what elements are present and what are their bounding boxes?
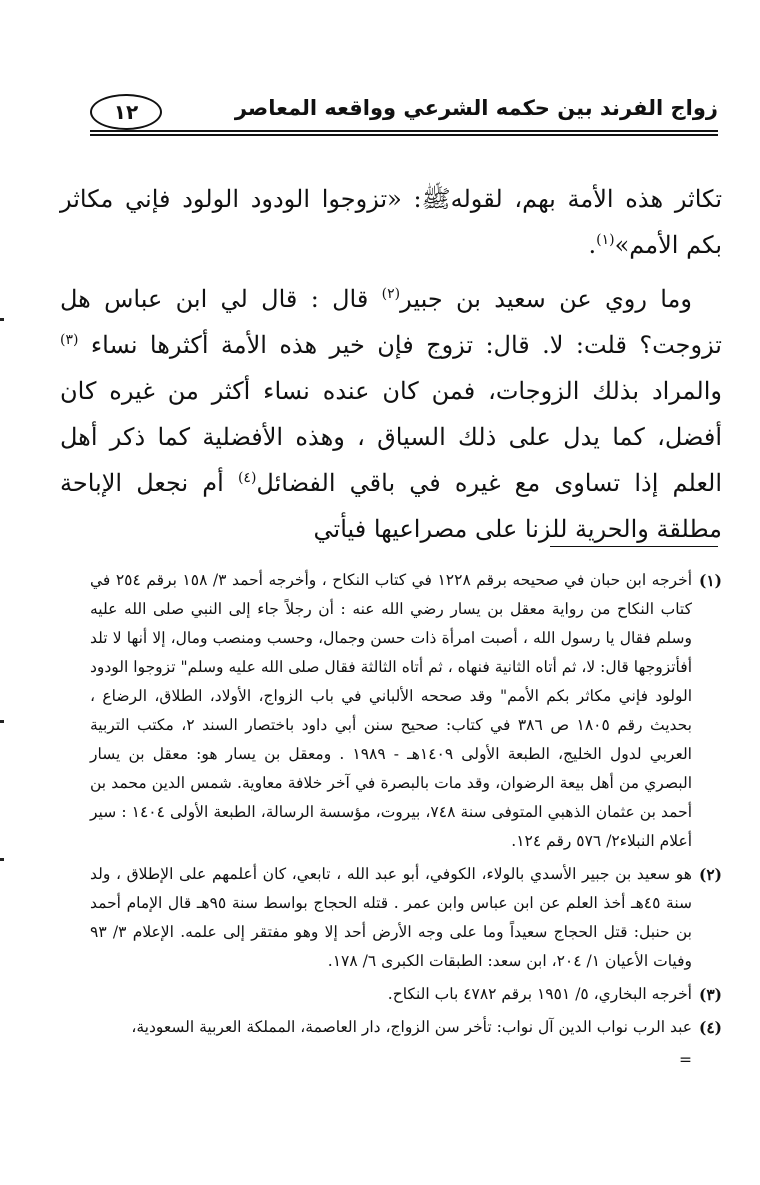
scan-edge-mark (0, 720, 4, 723)
footnote-continuation-mark: = (679, 1051, 692, 1069)
footnote-1 (90, 566, 722, 856)
footnote-2 (90, 860, 722, 976)
footnote-ref-3: (٣) (60, 332, 79, 348)
footnote-text: هو سعيد بن جبير الأسدي بالولاء، الكوفي، أبو عبد الله ، تابعي، كان أعلمهم على الإطلاق ، ولد سنة ٤٥هـ أخذ العلم عن ابن عباس وابن عمر . قتله الحجاج بواسط سنة ٩٥هـ قال الإمام أحمد بن حنبل: قتل الحجاج سعيداً وما على وجه الأرض أحد إلا وهو مفتقر إلى علمه. الإعلام ٣/ ٩٣ وفيات الأعيان ١/ ٢٠٤، ابن سعد: الطبقات الكبرى ٦/ ١٧٨. (90, 865, 692, 970)
scan-edge-mark (0, 858, 4, 861)
footnote-separator (550, 546, 718, 547)
scan-edge-mark (0, 318, 4, 321)
header-rule-top (90, 130, 718, 132)
paragraph-2 (60, 276, 722, 552)
paragraph-2-text-d: أم نجعل الإباحة مطلقة والحرية للزنا على مصراعيها فيأتي (60, 469, 722, 543)
footnote-number: (١) (698, 571, 722, 590)
running-title: زواج الفرند بين حكمه الشرعي وواقعه المعاصر (234, 96, 718, 120)
paragraph-1-text: تكاثر هذه الأمة بهم، لقولهﷺ: «تزوجوا الودود الولود فإني مكاثر بكم الأمم» (60, 185, 722, 259)
footnotes (90, 566, 722, 1075)
footnote-ref-2: (٢) (381, 286, 401, 302)
footnote-text: أخرجه البخاري، ٥/ ١٩٥١ برقم ٤٧٨٢ باب النكاح. (387, 985, 692, 1003)
footnote-number: (٢) (698, 865, 722, 884)
footnote-4 (90, 1013, 722, 1042)
paragraph-2-text-c: والمراد بذلك الزوجات، فمن كان عنده نساء أكثر من غيره كان أفضل، كما يدل على ذلك السياق ، وهذه الأفضلية كما ذكر أهل العلم إذا تساوى مع غيره في باقي الفضائل (60, 377, 722, 497)
page-number: ١٢ (90, 94, 162, 130)
page-header (90, 92, 718, 132)
footnote-number: (٤) (698, 1018, 722, 1037)
main-text (60, 176, 722, 552)
footnote-ref-4: (٤) (237, 470, 257, 486)
footnote-number: (٣) (698, 985, 722, 1004)
paragraph-1: تكاثر هذه الأمة بهم، لقولهﷺ: «تزوجوا الودود الولود فإني مكاثر بكم الأمم»$^{(١)}$. (60, 185, 722, 259)
footnote-text: أخرجه ابن حبان في صحيحه برقم ١٢٢٨ في كتاب النكاح ، وأخرجه أحمد ٣/ ١٥٨ برقم ٢٥٤ في كتاب النكاح من رواية معقل بن يسار رضي الله عنه : أن رجلاً جاء إلى النبي صلى الله عليه وسلم فقال يا رسول الله ، أصبت امرأة ذات حسن وجمال، وحسب ومنصب ومال، إلا أنها لا تلد أفأتزوجها قال: لا، ثم أتاه الثانية فنهاه ، ثم أتاه الثالثة فقال صلى الله عليه وسلم" تزوجوا الودود الولود فإني مكاثر بكم الأمم" وقد صححه الألباني في باب الزواج، الأولاد، الطلاق، الرضاع ، بحديث رقم ١٨٠٥ ص ٣٨٦ في كتاب: صحيح سنن أبي داود باختصار السند ٢، مكتب التربية العربي لدول الخليج، الطبعة الأولى ١٤٠٩هـ - ١٩٨٩ . ومعقل بن يسار هو: معقل بن يسار البصري من أهل بيعة الرضوان، وقد مات بالبصرة في آخر خلافة معاوية. شمس الدين محمد بن أحمد بن عثمان الذهبي المتوفى سنة ٧٤٨، بيروت، مؤسسة الرسالة، الطبعة الأولى ١٤٠٤ : سير أعلام النبلاء٢/ ٥٧٦ رقم ١٢٤. (90, 571, 692, 850)
paragraph-2-text-a: وما روي عن سعيد بن جبير (400, 285, 692, 313)
footnote-3 (90, 980, 722, 1009)
paragraph-2-text-b: قال : قال لي ابن عباس هل تزوجت؟ قلت: لا. قال: تزوج فإن خير هذه الأمة أكثرها نساء (60, 285, 722, 359)
footnote-ref-1: (١) (596, 232, 615, 248)
footnote-text: عبد الرب نواب الدين آل نواب: تأخر سن الزواج، دار العاصمة، المملكة العربية السعودية، (131, 1018, 692, 1036)
header-rule-bottom (90, 134, 718, 136)
